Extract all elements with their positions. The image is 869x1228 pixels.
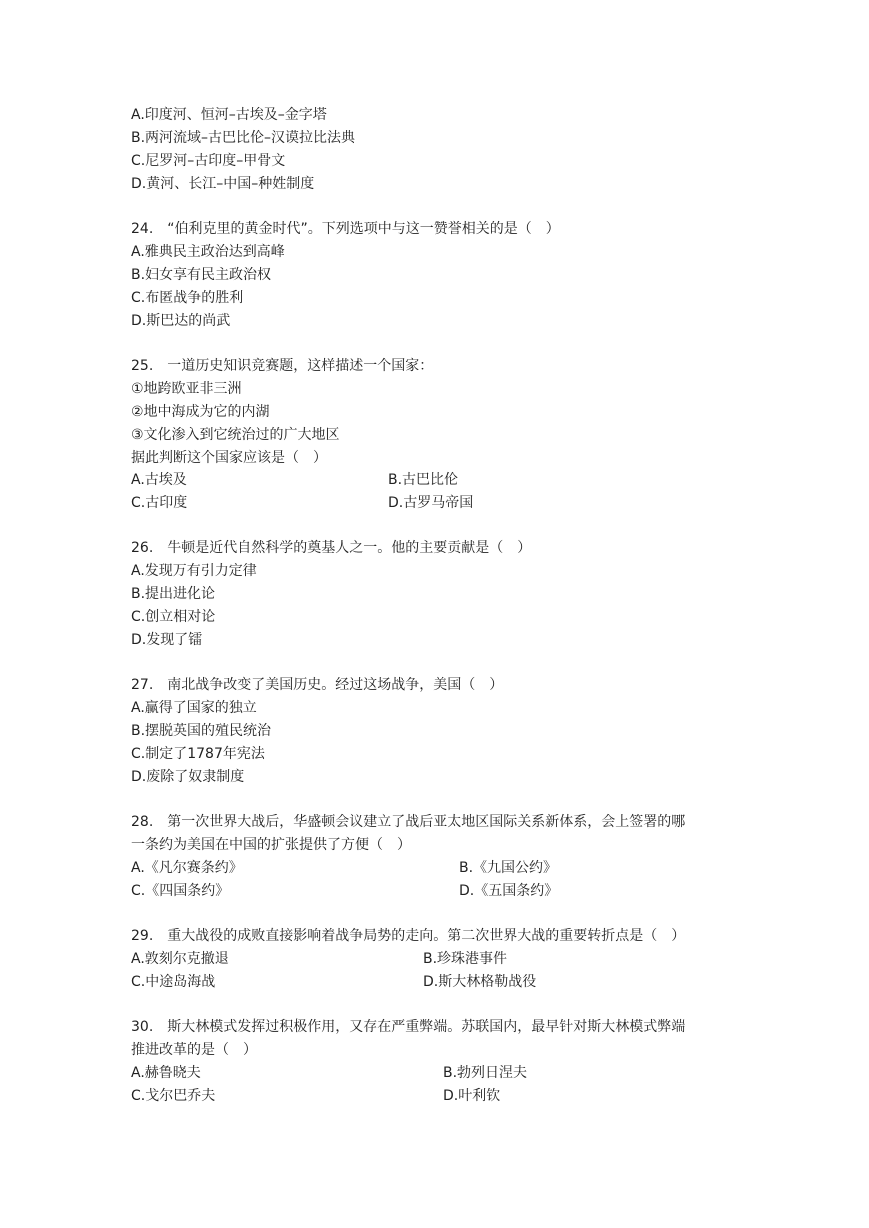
q30-option-c: C.戈尔巴乔夫 <box>131 1088 216 1104</box>
q30-option-d: D.叶利钦 <box>443 1088 501 1104</box>
q28-option-c: C.《四国条约》 <box>131 883 230 899</box>
q23-option-d: D.黄河、长江–中国–种姓制度 <box>131 176 315 192</box>
q26-option-d: D.发现了镭 <box>131 632 203 648</box>
q30-option-b: B.勃列日涅夫 <box>443 1065 528 1081</box>
q25-option-c: C.古印度 <box>131 495 188 511</box>
q29-stem: 29. 重大战役的成败直接影响着战争局势的走向。第二次世界大战的重要转折点是（ ） <box>131 928 686 944</box>
q28-stem-line-1: 28. 第一次世界大战后，华盛顿会议建立了战后亚太地区国际关系新体系，会上签署的哪 <box>131 814 686 830</box>
q28-option-d: D.《五国条约》 <box>459 883 559 899</box>
q25-clue-2: ②地中海成为它的内湖 <box>131 404 270 420</box>
q27-option-c: C.制定了1787年宪法 <box>131 746 265 762</box>
q27-option-d: D.废除了奴隶制度 <box>131 769 245 785</box>
q25-clue-1: ①地跨欧亚非三洲 <box>131 381 242 397</box>
q29-option-a: A.敦刻尔克撤退 <box>131 951 229 967</box>
q26-stem: 26. 牛顿是近代自然科学的奠基人之一。他的主要贡献是（ ） <box>131 540 532 556</box>
q23-option-b: B.两河流域–古巴比伦–汉谟拉比法典 <box>131 130 356 146</box>
q24-option-d: D.斯巴达的尚武 <box>131 313 231 329</box>
q30-stem-line-1: 30. 斯大林模式发挥过积极作用，又存在严重弊端。苏联国内，最早针对斯大林模式弊端 <box>131 1019 686 1035</box>
q23-option-c: C.尼罗河–古印度–甲骨文 <box>131 153 286 169</box>
q25-option-d: D.古罗马帝国 <box>388 495 474 511</box>
q24-stem: 24. “伯利克里的黄金时代”。下列选项中与这一赞誉相关的是（ ） <box>131 221 560 237</box>
q30-stem-line-2: 推进改革的是（ ） <box>131 1042 257 1058</box>
q25-prompt: 据此判断这个国家应该是（ ） <box>131 450 327 466</box>
q26-option-a: A.发现万有引力定律 <box>131 563 257 579</box>
q23-option-a: A.印度河、恒河–古埃及–金字塔 <box>131 107 327 123</box>
q27-option-b: B.摆脱英国的殖民统治 <box>131 723 272 739</box>
q27-stem: 27. 南北战争改变了美国历史。经过这场战争，美国（ ） <box>131 677 504 693</box>
q28-option-b: B.《九国公约》 <box>459 860 558 876</box>
q24-option-c: C.布匿战争的胜利 <box>131 290 244 306</box>
q26-option-b: B.提出进化论 <box>131 586 216 602</box>
q24-option-a: A.雅典民主政治达到高峰 <box>131 244 285 260</box>
q25-stem: 25. 一道历史知识竞赛题，这样描述一个国家： <box>131 358 434 374</box>
q28-stem-line-2: 一条约为美国在中国的扩张提供了方便（ ） <box>131 837 411 853</box>
q24-option-b: B.妇女享有民主政治权 <box>131 267 272 283</box>
q25-clue-3: ③文化渗入到它统治过的广大地区 <box>131 427 340 443</box>
q28-option-a: A.《凡尔赛条约》 <box>131 860 243 876</box>
q29-option-d: D.斯大林格勒战役 <box>423 974 537 990</box>
q25-option-b: B.古巴比伦 <box>388 472 459 488</box>
q30-option-a: A.赫鲁晓夫 <box>131 1065 201 1081</box>
q25-option-a: A.古埃及 <box>131 472 187 488</box>
q27-option-a: A.赢得了国家的独立 <box>131 700 257 716</box>
q26-option-c: C.创立相对论 <box>131 609 216 625</box>
q29-option-c: C.中途岛海战 <box>131 974 216 990</box>
q29-option-b: B.珍珠港事件 <box>423 951 508 967</box>
